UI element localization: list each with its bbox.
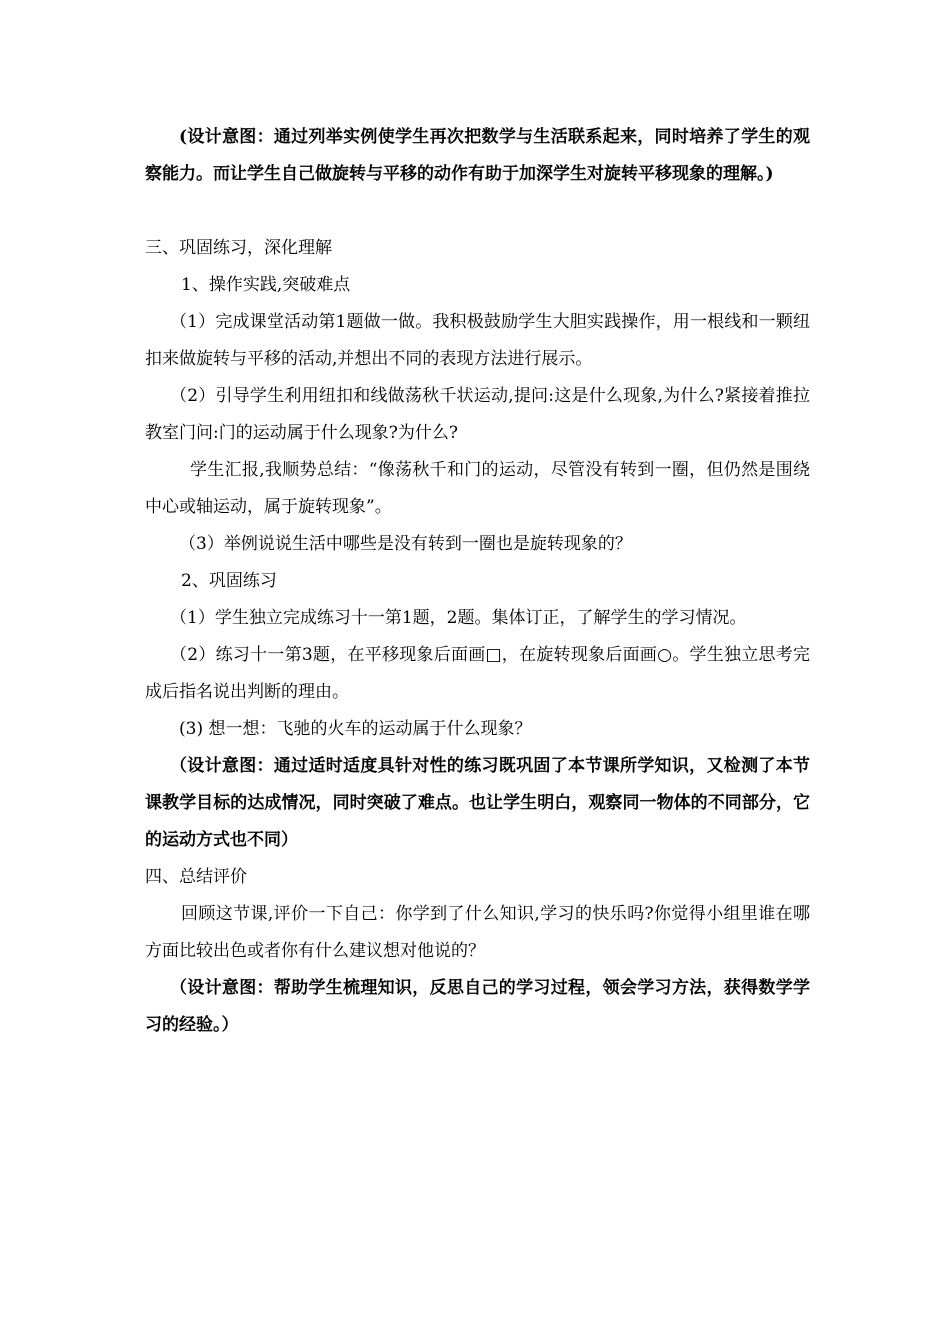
- design-intent-paragraph-2: （设计意图：通过适时适度具针对性的练习既巩固了本节课所学知识，又检测了本节课教学目标的达成情况，同时突破了难点。也让学生明白，观察同一物体的不同部分，它的运动方式也不同）: [145, 756, 810, 850]
- exercise-paragraph-3: (3) 想一想：飞驰的火车的运动属于什么现象？: [179, 719, 532, 739]
- design-intent-paragraph-3: （设计意图：帮助学生梳理知识，反思自己的学习过程，领会学习方法，获得数学学习的经验。）: [145, 978, 810, 1035]
- design-intent-paragraph-1: (设计意图：通过列举实例使学生再次把数学与生活联系起来，同时培养了学生的观察能力。而让学生自己做旋转与平移的动作有助于加深学生对旋转平移现象的理解。): [145, 127, 810, 184]
- summary-paragraph: 回顾这节课,评价一下自己：你学到了什么知识,学习的快乐吗?你觉得小组里谁在哪方面比较出色或者你有什么建议想对他说的？: [145, 904, 810, 961]
- activity-paragraph-2: （2）引导学生利用纽扣和线做荡秋千状运动,提问:这是什么现象,为什么?紧接着推拉教室门问:门的运动属于什么现象?为什么?: [145, 386, 810, 443]
- subheading-exercise: 2、巩固练习: [181, 571, 277, 591]
- section-heading-summary: 四、总结评价: [145, 867, 247, 887]
- exercise-paragraph-1: （1）学生独立完成练习十一第1题，2题。集体订正，了解学生的学习情况。: [170, 608, 747, 628]
- exercise-paragraph-2: （2）练习十一第3题，在平移现象后面画□，在旋转现象后面画○。学生独立思考完成后指名说出判断的理由。: [145, 645, 810, 702]
- activity-paragraph-1: （1）完成课堂活动第1题做一做。我积极鼓励学生大胆实践操作，用一根线和一颗纽扣来做旋转与平移的活动,并想出不同的表现方法进行展示。: [145, 312, 810, 369]
- student-report-paragraph: 学生汇报,我顺势总结：“像荡秋千和门的运动，尽管没有转到一圈，但仍然是围绕中心或轴运动，属于旋转现象”。: [145, 460, 810, 517]
- subheading-practice: 1、操作实践,突破难点: [181, 275, 351, 295]
- section-heading-consolidate: 三、巩固练习，深化理解: [145, 238, 332, 258]
- activity-paragraph-3: （3）举例说说生活中哪些是没有转到一圈也是旋转现象的？: [179, 534, 632, 554]
